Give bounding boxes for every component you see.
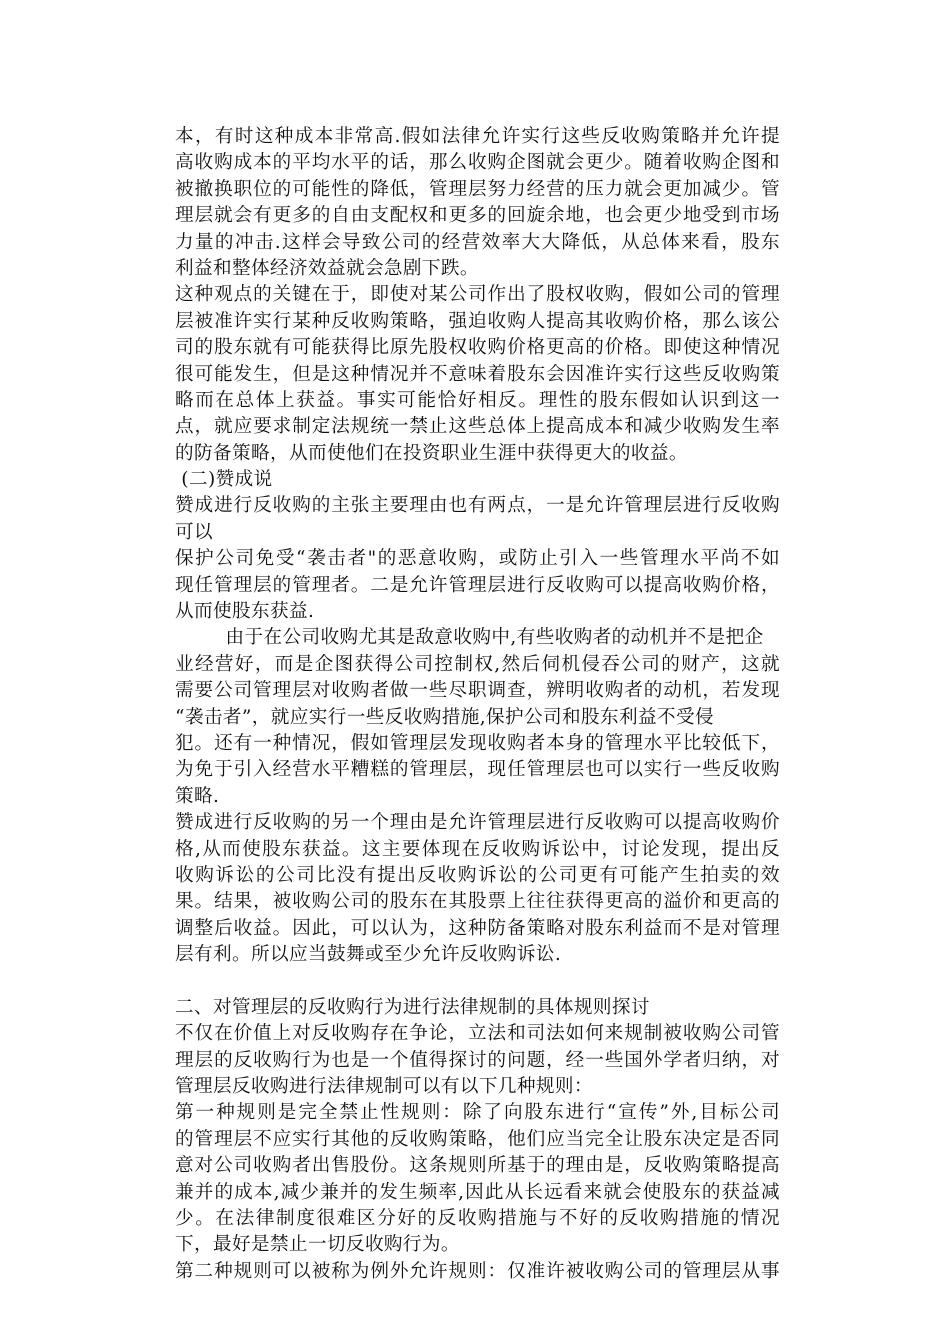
text-line: 可以	[175, 521, 213, 543]
text-line: 很可能发生，但是这种情况并不意味着股东会因准许实行这些反收购策	[175, 363, 780, 385]
text-line: 被撤换职位的可能性的降低，管理层努力经营的压力就会更加减少。管	[175, 178, 780, 200]
paragraph-8	[175, 1100, 780, 1258]
text-line: 保护公司免受“袭击者"的恶意收购，或防止引入一些管理水平尚不如	[175, 548, 780, 570]
text-line: 层有利。所以应当鼓舞或至少允许反收购诉讼.	[175, 944, 562, 966]
text-line: 犯。还有一种情况，假如管理层发现收购者本身的管理水平比较低下，	[175, 732, 780, 754]
text-line: 的防备策略，从而使他们在投资职业生涯中获得更大的收益。	[175, 442, 688, 464]
text-line: 需要公司管理层对收购者做一些尽职调查，辨明收购者的动机，若发现	[175, 680, 780, 702]
paragraph-1	[175, 124, 780, 282]
paragraph-3	[175, 493, 780, 546]
heading-text: 二、对管理层的反收购行为进行法律规制的具体规则探讨	[175, 996, 650, 1018]
paragraph-9	[175, 1259, 780, 1285]
text-line: 理层的反收购行为也是一个值得探讨的问题，经一些国外学者归纳，对	[175, 1049, 780, 1071]
text-line: 利益和整体经济效益就会急剧下跌。	[175, 257, 479, 279]
text-line: 少。在法律制度很难区分好的反收购措施与不好的反收购措施的情况	[175, 1208, 780, 1230]
text-line: 点，就应要求制定法规统一禁止这些总体上提高成本和减少收购发生率	[175, 416, 780, 438]
text-line: 这种观点的关键在于，即使对某公司作出了股权收购，假如公司的管理	[175, 284, 780, 306]
paragraph-7	[175, 1021, 780, 1100]
text-line: 第二种规则可以被称为例外允许规则：仅准许被收购公司的管理层从事	[175, 1260, 780, 1282]
text-line: 意对公司收购者出售股份。这条规则所基于的理由是，反收购策略提高	[175, 1155, 780, 1177]
paragraph-6	[175, 810, 780, 968]
text-line: 本，有时这种成本非常高.假如法律允许实行这些反收购策略并允许提	[175, 126, 780, 147]
text-line: 赞成进行反收购的主张主要理由也有两点，一是允许管理层进行反收购	[175, 495, 780, 517]
text-line: 不仅在价值上对反收购存在争论，立法和司法如何来规制被收购公司管	[175, 1023, 780, 1045]
text-line: “袭击者”，就应实行一些反收购措施,保护公司和股东利益不受侵	[175, 706, 714, 728]
text-line: 业经营好，而是企图获得公司控制权,然后伺机侵吞公司的财产，这就	[175, 653, 780, 675]
paragraph-5	[175, 625, 780, 810]
text-line: 由于在公司收购尤其是敌意收购中,有些收购者的动机并不是把企	[175, 627, 764, 649]
text-line: 格,从而使股东获益。这主要体现在反收购诉讼中，讨论发现，提出反	[175, 838, 780, 860]
text-line: 层被准许实行某种反收购策略，强迫收购人提高其收购价格，那么该公	[175, 310, 780, 332]
paragraph-2	[175, 282, 780, 467]
spacer	[175, 969, 780, 995]
heading-text: (二)赞成说	[175, 469, 273, 491]
section-heading-endorse	[175, 467, 780, 493]
text-line: 司的股东就有可能获得比原先股权收购价格更高的价格。即使这种情况	[175, 337, 780, 359]
text-line: 兼并的成本,减少兼并的发生频率,因此从长远看来就会使股东的获益减	[175, 1181, 780, 1203]
paragraph-4	[175, 546, 780, 625]
text-line: 第一种规则是完全禁止性规则：除了向股东进行“宣传”外,目标公司	[175, 1102, 780, 1124]
text-line: 力量的冲击.这样会导致公司的经营效率大大降低，从总体来看，股东	[175, 231, 780, 253]
text-line: 调整后收益。因此，可以认为，这种防备策略对股东利益而不是对管理	[175, 917, 780, 939]
text-line: 从而使股东获益.	[175, 601, 315, 623]
text-line: 赞成进行反收购的另一个理由是允许管理层进行反收购可以提高收购价	[175, 812, 780, 834]
text-line: 管理层反收购进行法律规制可以有以下几种规则：	[175, 1076, 593, 1098]
text-line: 理层就会有更多的自由支配权和更多的回旋余地，也会更少地受到市场	[175, 205, 780, 227]
text-line: 高收购成本的平均水平的话，那么收购企图就会更少。随着收购企图和	[175, 152, 780, 174]
text-line: 的管理层不应实行其他的反收购策略，他们应当完全让股东决定是否同	[175, 1128, 780, 1150]
text-line: 收购诉讼的公司比没有提出反收购诉讼的公司更有可能产生拍卖的效	[175, 864, 780, 886]
text-line: 现任管理层的管理者。二是允许管理层进行反收购可以提高收购价格，	[175, 574, 780, 596]
document-page	[175, 124, 780, 1285]
text-line: 下，最好是禁止一切反收购行为。	[175, 1234, 460, 1256]
text-line: 略而在总体上获益。事实可能恰好相反。理性的股东假如认识到这一	[175, 389, 780, 411]
section-heading-rules	[175, 995, 780, 1021]
text-line: 为免于引入经营水平糟糕的管理层，现任管理层也可以实行一些反收购	[175, 759, 780, 781]
text-line: 策略.	[175, 785, 220, 807]
text-line: 果。结果，被收购公司的股东在其股票上往往获得更高的溢价和更高的	[175, 891, 780, 913]
